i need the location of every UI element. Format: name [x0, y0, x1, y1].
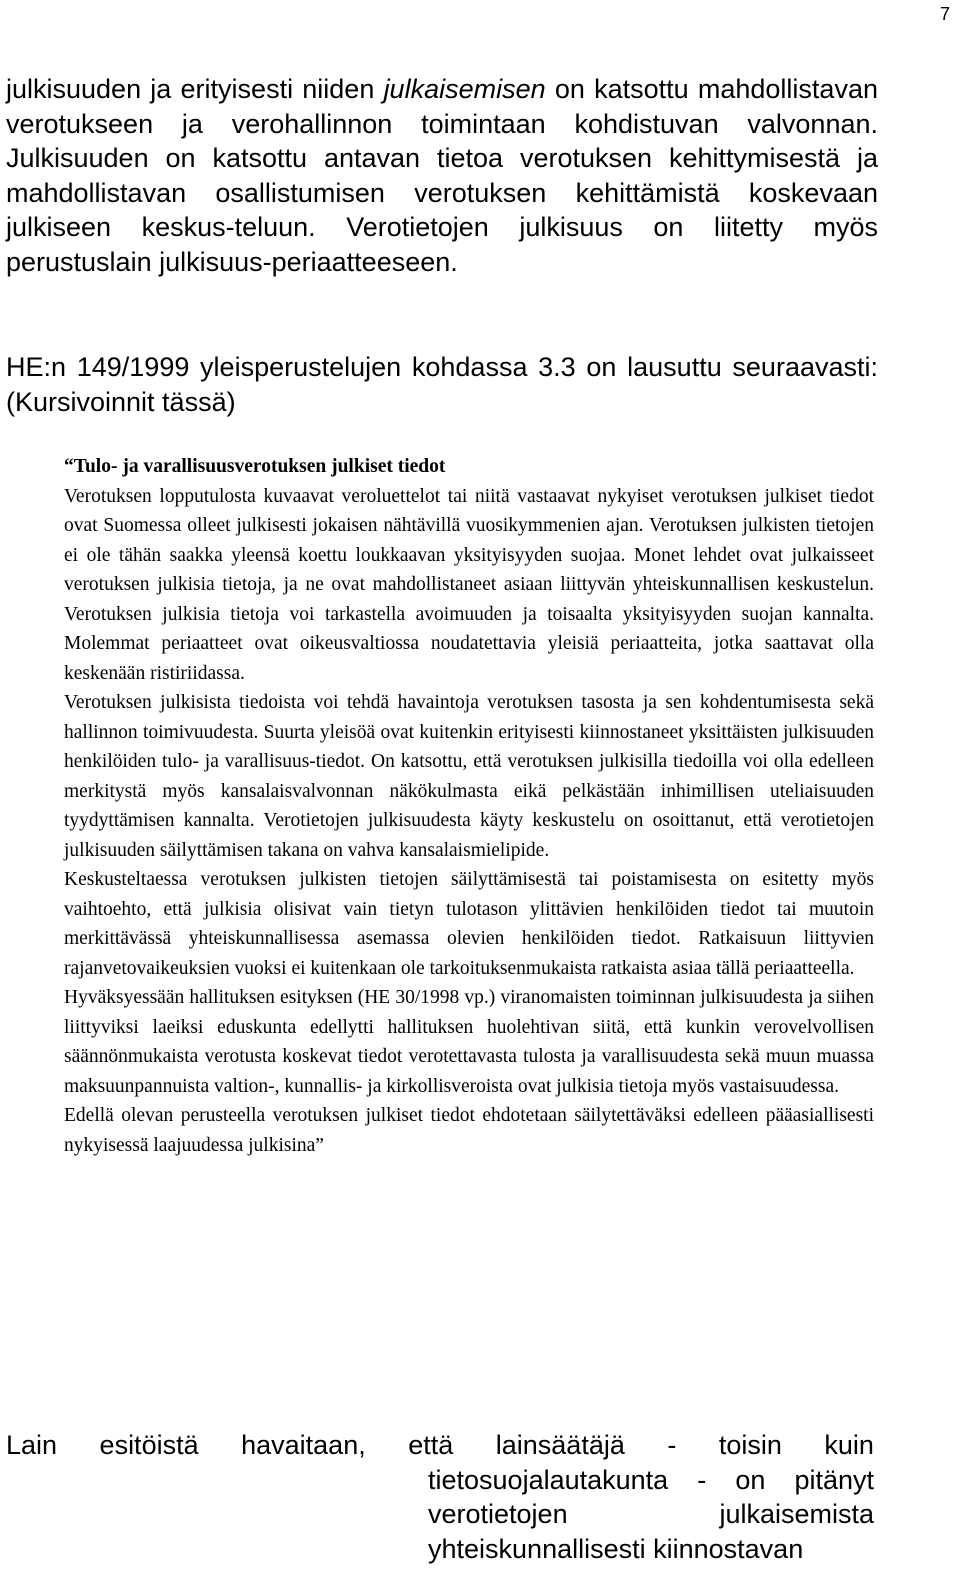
final-word: kuin — [824, 1430, 874, 1460]
quote-paragraph: Hyväksyessään hallituksen esityksen (HE 30/1998 vp.) viranomaisten toiminnan julkisuudesta ja siihen liittyviksi laeiksi eduskunta edellytti hallituksen huolehtivan siitä, että kunkin verovelvollisen säännönmukaista verotusta koskevat tiedot verotettavasta tulosta ja varallisuudesta sekä muun muassa maksuunpannuista valtion-, kunnallis- ja kirkollisveroista ovat julkisia tietoja myös vastaisuudessa. — [64, 987, 874, 1097]
final-word: Lain — [6, 1430, 58, 1460]
final-word: - — [667, 1430, 677, 1460]
quote-paragraph: Edellä olevan perusteella verotuksen julkiset tiedot ehdotetaan säilytettäväksi edelleen pääasiallisesti nykyisessä laajuudessa julkisina” — [64, 1105, 874, 1156]
quote-title: “Tulo- ja varallisuusverotuksen julkiset tiedot — [64, 456, 446, 477]
para-1-text-a: julkisuuden ja erityisesti niiden — [6, 74, 384, 104]
body-paragraph-2: HE:n 149/1999 yleisperustelujen kohdassa 3.3 on lausuttu seuraavasti: (Kursivoinnit tässä) — [6, 352, 878, 417]
para-1-text-b: on katsottu mahdollistavan verotukseen ja verohallinnon toimintaan kohdistuvan valvonnan. Julkisuuden on katsottu antavan tietoa verotuksen kehittymisestä ja mahdollistavan osallistumisen verotuksen kehittämistä koskevaan julkiseen keskus-teluun. Verotietojen julkisuus on liitetty myös perustuslain julkisuus-periaatteeseen. — [6, 74, 878, 277]
final-first-line — [6, 1428, 874, 1463]
final-word: havaitaan, — [241, 1430, 366, 1460]
quote-paragraph: Verotuksen julkisista tiedoista voi tehdä havaintoja verotuksen tasosta ja sen kohdentumisesta sekä hallinnon toimivuudesta. Suurta yleisöä ovat kuitenkin erityisesti kiinnostaneet yksittäisten julkisuuden henkilöiden tulo- ja varallisuus-tiedot. On katsottu, että verotuksen julkisilla tiedoilla voi olla edelleen merkitystä myös kansalaisvalvonnan näkökulmasta eikä pelkästään inhimillisen uteliaisuuden tyydyttämisen kannalta. Verotietojen julkisuudesta käyty keskustelu on osoittanut, että verotietojen julkisuuden säilyttämisen takana on vahva kansalaismielipide. — [64, 692, 874, 861]
final-paragraph — [6, 1428, 874, 1566]
final-word: esitöistä — [99, 1430, 199, 1460]
quote-paragraph: Verotuksen lopputulosta kuvaavat veroluettelot tai niitä vastaavat nykyiset verotuksen julkiset tiedot ovat Suomessa olleet julkisesti jokaisen nähtävillä vuosikymmenien ajan. Verotuksen julkisten tietojen ei ole tähän saakka yleensä koettu loukkaavan yksityisyyden suojaa. Monet lehdet ovat julkaisseet verotuksen julkisia tietoja, ja ne ovat mahdollistaneet asiaan liittyvän yhteiskunnallisen keskustelun. Verotuksen julkisia tietoja voi tarkastella avoimuuden ja toisaalta yksityisyyden suojan kannalta. Molemmat periaatteet ovat oikeusvaltiossa noudatettavia yleisiä periaatteita, jotka saattavat olla keskenään ristiriidassa. — [64, 485, 874, 684]
body-paragraph-1 — [6, 72, 878, 279]
final-word: että — [408, 1430, 454, 1460]
quote-paragraph: Keskusteltaessa verotuksen julkisten tietojen säilyttämisestä tai poistamisesta on esitetty myös vaihtoehto, että julkisia olisivat vain tietyn tulotason ylittävien henkilöiden tiedot tai muutoin merkittävässä yhteiskunnallisessa asemassa olevien henkilöiden tiedot. Ratkaisuun liittyvien rajanvetovaikeuksien vuoksi ei kuitenkaan ole tarkoituksenmukaista ratkaista asiaa tällä periaatteella. — [64, 869, 874, 979]
final-word: toisin — [718, 1430, 782, 1460]
page-number: 7 — [939, 4, 950, 24]
final-continuation: tietosuojalautakunta - on pitänyt verotietojen julkaisemista yhteiskunnallisesti kiinnostavan — [428, 1464, 874, 1564]
final-word: lainsäätäjä — [495, 1430, 625, 1460]
para-1-italic: julkaisemisen — [383, 74, 546, 104]
quote-block — [64, 452, 874, 1160]
